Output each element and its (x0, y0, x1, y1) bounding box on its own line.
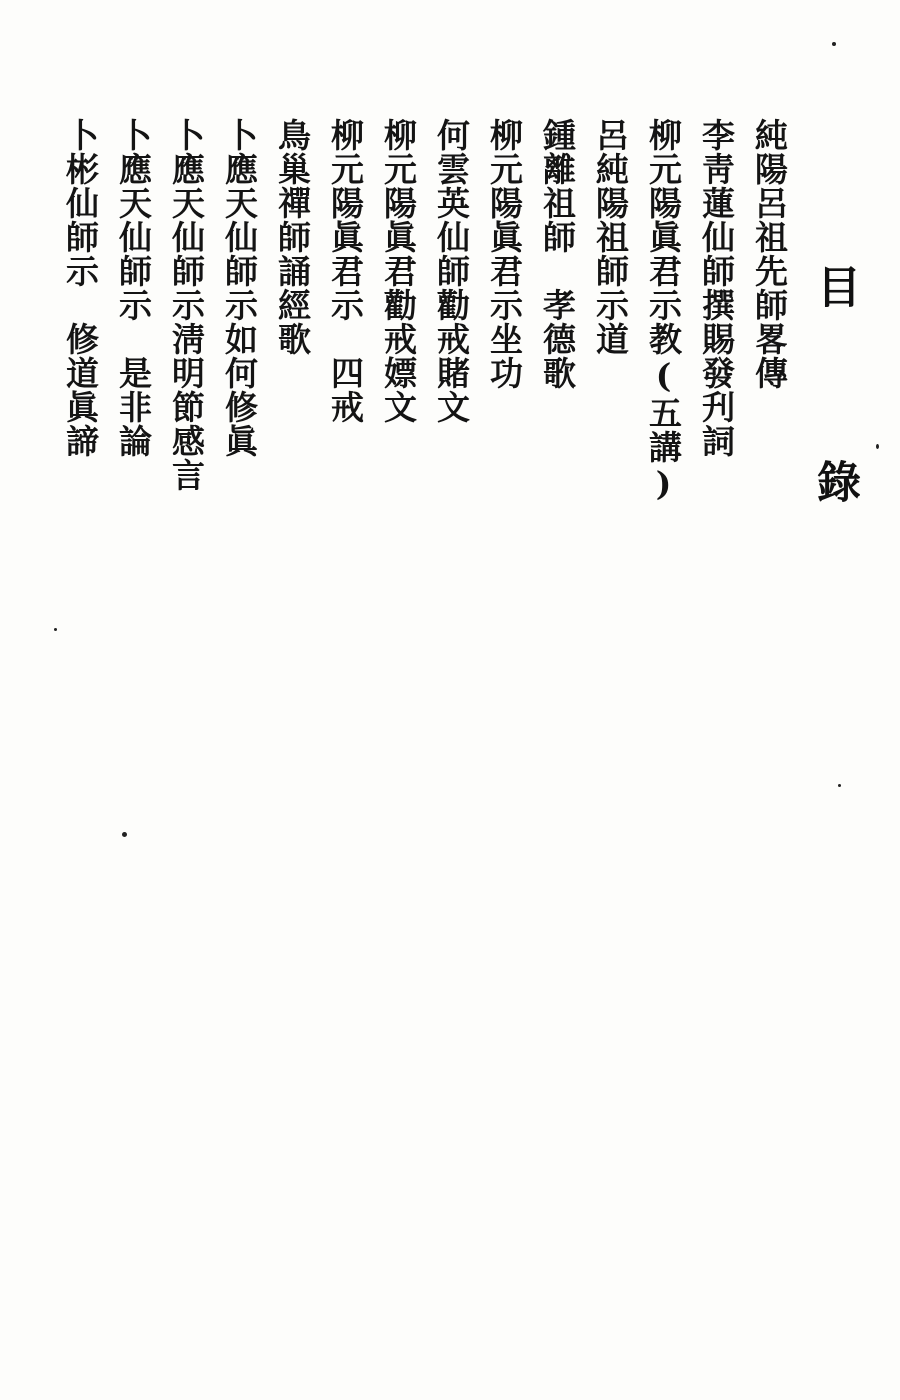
toc-entry-subtitle: 四戒 (326, 356, 365, 424)
toc-entry-title: 卜應天仙師示如何修眞 (220, 118, 259, 458)
toc-entry (319, 118, 372, 504)
toc-entry (478, 118, 531, 504)
toc-entry-title: 純陽呂祖先師畧傳 (750, 118, 789, 390)
toc-entry (107, 118, 160, 504)
toc-entry (54, 118, 107, 504)
ink-speck (838, 784, 841, 787)
toc-entry (584, 118, 637, 504)
toc-entry-title: 鍾離祖師 (538, 118, 577, 254)
toc-entry-title: 柳元陽眞君勸戒嫖文 (379, 118, 418, 424)
toc-entry (372, 118, 425, 504)
toc-entry-title: 柳元陽眞君示坐功 (485, 118, 524, 390)
toc-entry (637, 118, 690, 504)
toc-entry-subtitle: 修道眞諦 (61, 322, 100, 458)
toc-entry-title: 卜應天仙師示 (114, 118, 153, 322)
ink-speck (54, 628, 57, 631)
ink-speck (122, 832, 127, 837)
page-title: 目 錄 (809, 264, 860, 553)
toc-entry-title: 呂純陽祖師示道 (591, 118, 630, 356)
table-of-contents (54, 118, 796, 504)
toc-entry-subtitle: 孝德歌 (538, 288, 577, 390)
toc-entry (743, 118, 796, 504)
toc-entry-subtitle: 是非論 (114, 356, 153, 458)
toc-entry (425, 118, 478, 504)
toc-entry-title: 李靑蓮仙師撰賜發刋詞 (697, 118, 736, 458)
toc-entry-title: 鳥巢禪師誦經歌 (273, 118, 312, 356)
toc-entry-title: 何雲英仙師勸戒賭文 (432, 118, 471, 424)
toc-entry-title: 柳元陽眞君示教(五講) (644, 118, 683, 504)
toc-entry (266, 118, 319, 504)
toc-entry-title: 卜彬仙師示 (61, 118, 100, 288)
toc-entry (160, 118, 213, 504)
toc-entry (690, 118, 743, 504)
ink-speck (876, 444, 879, 449)
toc-entry (213, 118, 266, 504)
ink-speck (832, 42, 836, 46)
toc-entry-title: 卜應天仙師示淸明節感言 (167, 118, 206, 492)
toc-entry-title: 柳元陽眞君示 (326, 118, 365, 322)
toc-entry (531, 118, 584, 504)
